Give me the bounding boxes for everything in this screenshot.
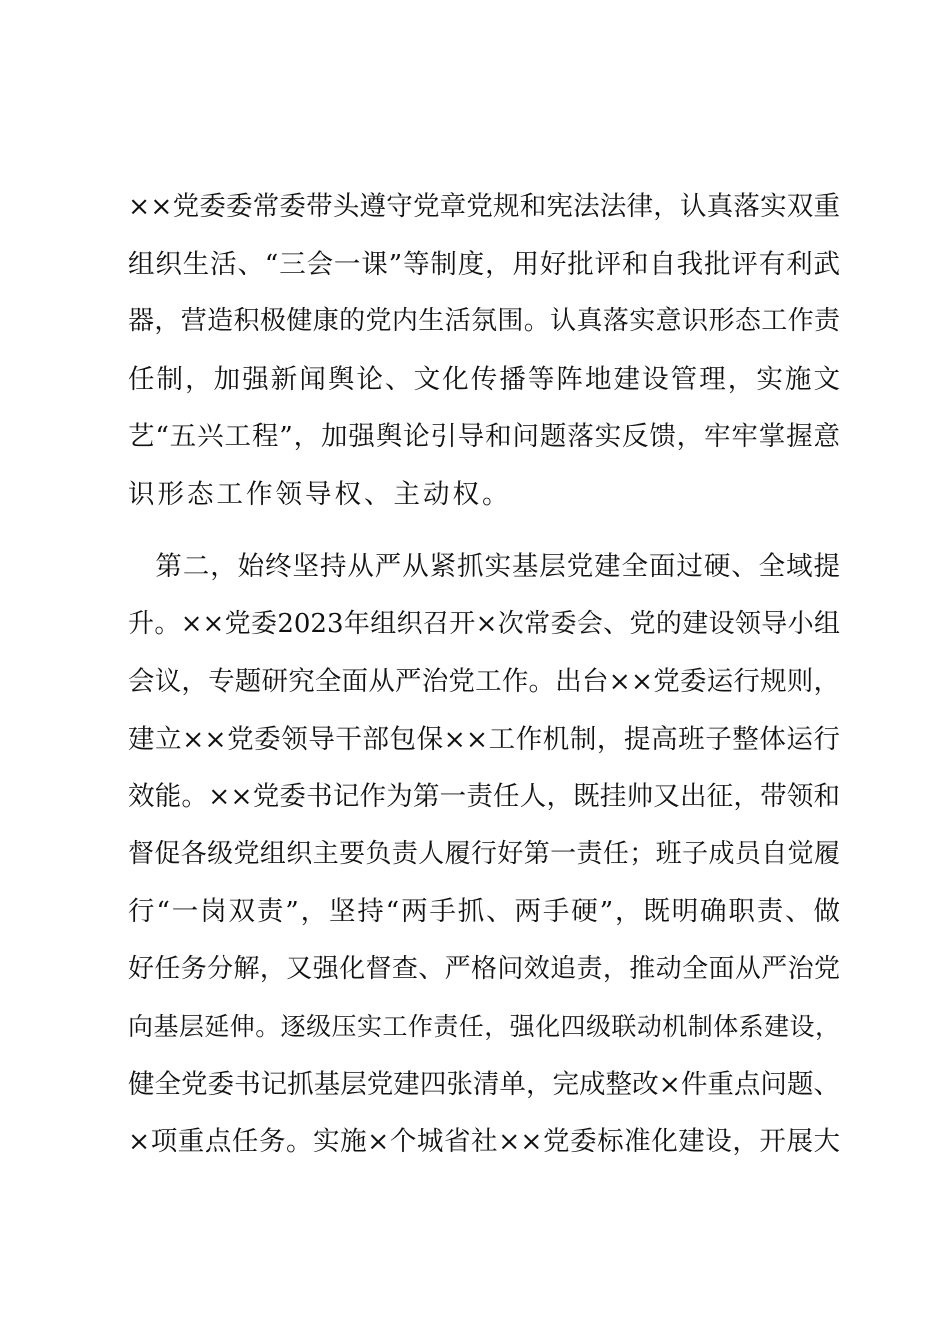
- paragraph-line: 督促各级党组织主要负责人履行好第一责任；班子成员自觉履: [128, 838, 840, 869]
- paragraph-line: 好任务分解，又强化督查、严格问效追责，推动全面从严治党: [128, 953, 840, 984]
- paragraph-line: 效能。××党委书记作为第一责任人，既挂帅又出征，带领和: [128, 781, 840, 812]
- paragraph-line: 器，营造积极健康的党内生活氛围。认真落实意识形态工作责: [128, 306, 840, 336]
- paragraph-line: 健全党委书记抓基层党建四张清单，完成整改×件重点问题、: [128, 1068, 840, 1100]
- paragraph-line: 建立××党委领导干部包保××工作机制，提高班子整体运行: [128, 723, 840, 755]
- paragraph-line: 行“一岗双责”，坚持“两手抓、两手硬”，既明确职责、做: [128, 896, 840, 927]
- paragraph-line: 会议，专题研究全面从严治党工作。出台××党委运行规则，: [128, 666, 840, 697]
- paragraph-line: 升。××党委2023年组织召开×次常委会、党的建设领导小组: [128, 608, 840, 639]
- paragraph-line: 组织生活、“三会一课”等制度，用好批评和自我批评有利武: [128, 248, 840, 280]
- paragraph-line: 向基层延伸。逐级压实工作责任，强化四级联动机制体系建设，: [128, 1012, 840, 1041]
- paragraph-1: [128, 178, 840, 523]
- paragraph-line: 第二，始终坚持从严从紧抓实基层党建全面过硬、全域提: [128, 551, 840, 582]
- paragraph-line: 识形态工作领导权、主动权。: [128, 478, 512, 510]
- paragraph-line: ×项重点任务。实施×个城省社××党委标准化建设，开展大: [128, 1126, 840, 1157]
- paragraph-line: 艺“五兴工程”，加强舆论引导和问题落实反馈，牢牢掌握意: [128, 421, 840, 452]
- paragraph-line: ××党委委常委带头遵守党章党规和宪法法律，认真落实双重: [128, 191, 840, 222]
- paragraph-2: [128, 538, 840, 1171]
- paragraph-line: 任制，加强新闻舆论、文化传播等阵地建设管理，实施文: [128, 363, 840, 395]
